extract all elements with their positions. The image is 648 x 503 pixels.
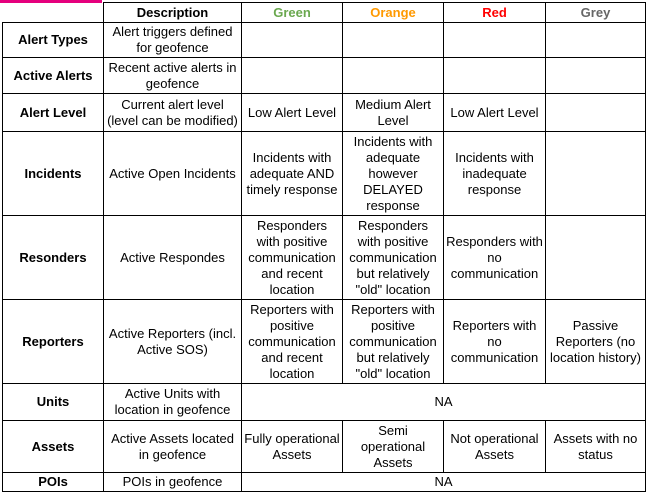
cell-red: Not operational Assets: [444, 421, 546, 473]
cell-green: Incidents with adequate AND timely response: [242, 132, 343, 216]
table-row: [3, 58, 646, 94]
table-row: [3, 421, 646, 473]
header-green: Green: [242, 3, 343, 23]
cell-green: [242, 58, 343, 94]
row-description: Alert triggers defined for geofence: [104, 23, 242, 58]
alert-status-table: [2, 2, 646, 492]
row-description: Recent active alerts in geofence: [104, 58, 242, 94]
merged-na-cell: NA: [242, 384, 646, 421]
row-label: Incidents: [3, 132, 104, 216]
header-description: Description: [104, 3, 242, 23]
cell-red: Low Alert Level: [444, 94, 546, 132]
table-row: [3, 384, 646, 421]
cell-grey: Passive Reporters (no location history): [546, 300, 646, 384]
table-row: [3, 94, 646, 132]
table-row: [3, 23, 646, 58]
row-label: Assets: [3, 421, 104, 473]
row-description: Active Assets located in geofence: [104, 421, 242, 473]
table-row: [3, 473, 646, 492]
table-row: [3, 132, 646, 216]
cell-red: [444, 58, 546, 94]
row-label: Reporters: [3, 300, 104, 384]
cell-green: Low Alert Level: [242, 94, 343, 132]
row-label: Alert Types: [3, 23, 104, 58]
header-grey: Grey: [546, 3, 646, 23]
cell-red: Incidents with inadequate response: [444, 132, 546, 216]
row-description: Active Respondes: [104, 216, 242, 300]
cell-orange: [343, 23, 444, 58]
header-row: [3, 3, 646, 23]
cell-green: Fully operational Assets: [242, 421, 343, 473]
cell-grey: [546, 132, 646, 216]
row-description: POIs in geofence: [104, 473, 242, 492]
row-description: Current alert level (level can be modified): [104, 94, 242, 132]
cell-orange: Responders with positive communication but relatively "old" location: [343, 216, 444, 300]
cell-orange: Incidents with adequate however DELAYED response: [343, 132, 444, 216]
cell-grey: [546, 94, 646, 132]
table-row: [3, 216, 646, 300]
cell-red: [444, 23, 546, 58]
cell-orange: Semi operational Assets: [343, 421, 444, 473]
row-label: Alert Level: [3, 94, 104, 132]
row-label: Active Alerts: [3, 58, 104, 94]
cell-orange: Medium Alert Level: [343, 94, 444, 132]
row-label: POIs: [3, 473, 104, 492]
row-description: Active Open Incidents: [104, 132, 242, 216]
cell-red: Responders with no communication: [444, 216, 546, 300]
row-description: Active Reporters (incl. Active SOS): [104, 300, 242, 384]
cell-grey: [546, 216, 646, 300]
cell-red: Reporters with no communication: [444, 300, 546, 384]
table-row: [3, 300, 646, 384]
cell-green: Responders with positive communication and recent location: [242, 216, 343, 300]
row-label: Units: [3, 384, 104, 421]
cell-grey: Assets with no status: [546, 421, 646, 473]
corner-cell: [3, 3, 104, 23]
cell-orange: Reporters with positive communication but relatively "old" location: [343, 300, 444, 384]
row-description: Active Units with location in geofence: [104, 384, 242, 421]
cell-orange: [343, 58, 444, 94]
cell-green: Reporters with positive communication and recent location: [242, 300, 343, 384]
cell-green: [242, 23, 343, 58]
header-red: Red: [444, 3, 546, 23]
merged-na-cell: NA: [242, 473, 646, 492]
cell-grey: [546, 58, 646, 94]
cell-grey: [546, 23, 646, 58]
header-orange: Orange: [343, 3, 444, 23]
row-label: Resonders: [3, 216, 104, 300]
